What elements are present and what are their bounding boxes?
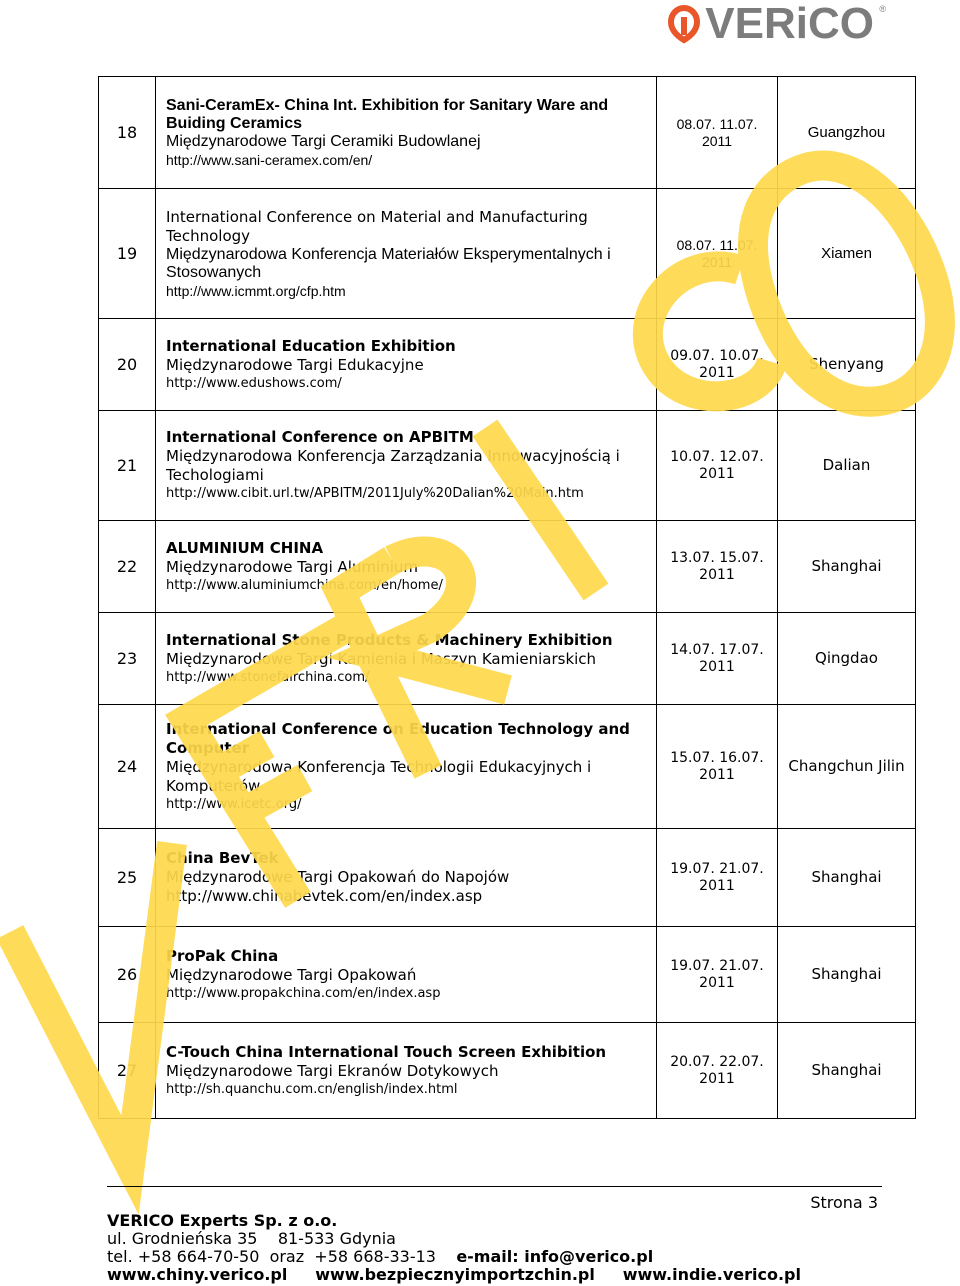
date-year: 2011 <box>701 253 733 270</box>
date-range: 13.07. 15.07. <box>670 549 764 566</box>
row-number: 23 <box>99 613 156 705</box>
logo-text: VERiCO <box>705 0 874 48</box>
date-year: 2011 <box>699 658 735 675</box>
footer-address: ul. Grodnieńska 35 81-533 Gdynia <box>107 1229 396 1248</box>
row-number: 27 <box>99 1023 156 1119</box>
footer-web-indie[interactable]: www.indie.verico.pl <box>622 1265 801 1284</box>
event-description <box>156 521 657 613</box>
date-range: 08.07. 11.07. <box>676 115 758 132</box>
row-number: 18 <box>99 77 156 189</box>
table-row <box>99 77 916 189</box>
footer-phone: tel. +58 664-70-50 oraz +58 668-33-13 <box>107 1247 436 1266</box>
event-description <box>156 829 657 927</box>
row-number: 22 <box>99 521 156 613</box>
table-row <box>99 189 916 319</box>
event-url[interactable]: http://www.icetc.org/ <box>166 796 302 812</box>
date-year: 2011 <box>699 1070 735 1087</box>
date-range: 15.07. 16.07. <box>670 749 764 766</box>
date-year: 2011 <box>701 132 733 149</box>
event-title-pl: Międzynarodowe Targi Kamienia i Maszyn Kamieniarskich <box>166 649 597 668</box>
event-city: Shanghai <box>778 927 916 1023</box>
event-title: ALUMINIUM CHINA <box>166 538 324 557</box>
event-title-pl: Międzynarodowe Targi Edukacyjne <box>166 355 424 374</box>
event-url[interactable]: http://www.aluminiumchina.com/en/home/ <box>166 577 443 593</box>
footer-email[interactable]: e-mail: info@verico.pl <box>456 1247 654 1266</box>
row-number: 26 <box>99 927 156 1023</box>
event-city: Shanghai <box>778 1023 916 1119</box>
footer-web-import[interactable]: www.bezpiecznyimportzchin.pl <box>315 1265 595 1284</box>
logo-mark-icon <box>667 4 701 44</box>
event-url[interactable]: http://www.icmmt.org/cfp.htm <box>166 282 346 299</box>
date-range: 09.07. 10.07. <box>670 347 764 364</box>
date-range: 14.07. 17.07. <box>670 641 764 658</box>
event-description <box>156 189 657 319</box>
event-date <box>657 705 778 829</box>
row-number: 21 <box>99 411 156 521</box>
event-url[interactable]: http://www.sani-ceramex.com/en/ <box>166 151 373 168</box>
row-number: 25 <box>99 829 156 927</box>
row-number: 20 <box>99 319 156 411</box>
footer-company: VERICO Experts Sp. z o.o. <box>107 1211 338 1230</box>
date-year: 2011 <box>699 364 735 381</box>
date-year: 2011 <box>699 766 735 783</box>
event-city: Shanghai <box>778 829 916 927</box>
event-date <box>657 319 778 411</box>
event-description <box>156 77 657 189</box>
footer-web-chiny[interactable]: www.chiny.verico.pl <box>107 1265 288 1284</box>
table-row <box>99 1023 916 1119</box>
event-title: International Conference on Material and Manufacturing Technology <box>166 207 588 245</box>
event-url[interactable]: http://sh.quanchu.com.cn/english/index.html <box>166 1081 458 1097</box>
event-city: Changchun Jilin <box>778 705 916 829</box>
event-title: International Education Exhibition <box>166 336 456 355</box>
event-title-pl: Międzynarodowa Konferencja Materiałów Eksperymentalnych i Stosowanych <box>166 245 611 281</box>
event-description <box>156 1023 657 1119</box>
date-range: 20.07. 22.07. <box>670 1053 764 1070</box>
registered-mark: ® <box>879 4 886 14</box>
date-year: 2011 <box>699 566 735 583</box>
date-range: 19.07. 21.07. <box>670 860 764 877</box>
event-url[interactable]: http://www.cibit.url.tw/APBITM/2011July%20Dalian%20Main.htm <box>166 486 584 501</box>
event-date <box>657 411 778 521</box>
date-year: 2011 <box>699 877 735 894</box>
event-url[interactable]: http://www.edushows.com/ <box>166 375 342 391</box>
event-date <box>657 1023 778 1119</box>
event-url[interactable]: http://www.chinabevtek.com/en/index.asp <box>166 887 483 905</box>
event-title: International Conference on Education Technology and Computer <box>166 719 630 757</box>
verico-logo <box>667 0 886 48</box>
footer <box>107 1212 801 1284</box>
footer-divider <box>107 1186 882 1187</box>
event-title-pl: Międzynarodowa Konferencja Technologii Edukacyjnych i Komputerów <box>166 757 592 795</box>
event-title: ProPak China <box>166 946 279 965</box>
event-city: Dalian <box>778 411 916 521</box>
page-number: Strona 3 <box>810 1193 878 1212</box>
event-city: Shenyang <box>778 319 916 411</box>
event-description <box>156 705 657 829</box>
event-city: Qingdao <box>778 613 916 705</box>
event-title: C-Touch China International Touch Screen Exhibition <box>166 1042 607 1061</box>
table-row <box>99 705 916 829</box>
event-title-pl: Międzynarodowe Targi Opakowań <box>166 965 417 984</box>
date-year: 2011 <box>699 974 735 991</box>
event-city: Xiamen <box>778 189 916 319</box>
event-url[interactable]: http://www.propakchina.com/en/index.asp <box>166 985 441 1001</box>
event-description <box>156 319 657 411</box>
event-title-pl: Międzynarodowe Targi Ceramiki Budowlanej <box>166 132 481 150</box>
event-date <box>657 613 778 705</box>
event-city: Shanghai <box>778 521 916 613</box>
date-range: 08.07. 11.07. <box>676 236 758 253</box>
event-title: China BevTek <box>166 849 279 867</box>
event-title-pl: Międzynarodowe Targi Aluminium <box>166 557 419 576</box>
event-date <box>657 189 778 319</box>
event-title-pl: Międzynarodowe Targi Opakowań do Napojów <box>166 868 510 886</box>
date-year: 2011 <box>699 465 735 482</box>
events-table <box>98 76 916 1119</box>
event-description <box>156 927 657 1023</box>
event-date <box>657 77 778 189</box>
date-range: 19.07. 21.07. <box>670 957 764 974</box>
event-city: Guangzhou <box>778 77 916 189</box>
event-title: International Stone Products & Machinery Exhibition <box>166 630 613 649</box>
event-description <box>156 411 657 521</box>
event-date <box>657 521 778 613</box>
table-row <box>99 411 916 521</box>
event-date <box>657 829 778 927</box>
event-title-pl: Międzynarodowa Konferencja Zarządzania Innowacyjnością i Techologiami <box>166 447 620 484</box>
row-number: 19 <box>99 189 156 319</box>
event-date <box>657 927 778 1023</box>
event-url[interactable]: http://www.stonefairchina.com/ <box>166 669 370 685</box>
table-row <box>99 319 916 411</box>
event-title: Sani-CeramEx- China Int. Exhibition for Sanitary Ware and Buiding Ceramics <box>166 96 609 132</box>
event-title-pl: Międzynarodowe Targi Ekranów Dotykowych <box>166 1061 499 1080</box>
table-row <box>99 829 916 927</box>
date-range: 10.07. 12.07. <box>670 448 764 465</box>
table-row <box>99 927 916 1023</box>
event-title: International Conference on APBITM <box>166 428 474 446</box>
row-number: 24 <box>99 705 156 829</box>
table-row <box>99 521 916 613</box>
event-description <box>156 613 657 705</box>
table-row <box>99 613 916 705</box>
